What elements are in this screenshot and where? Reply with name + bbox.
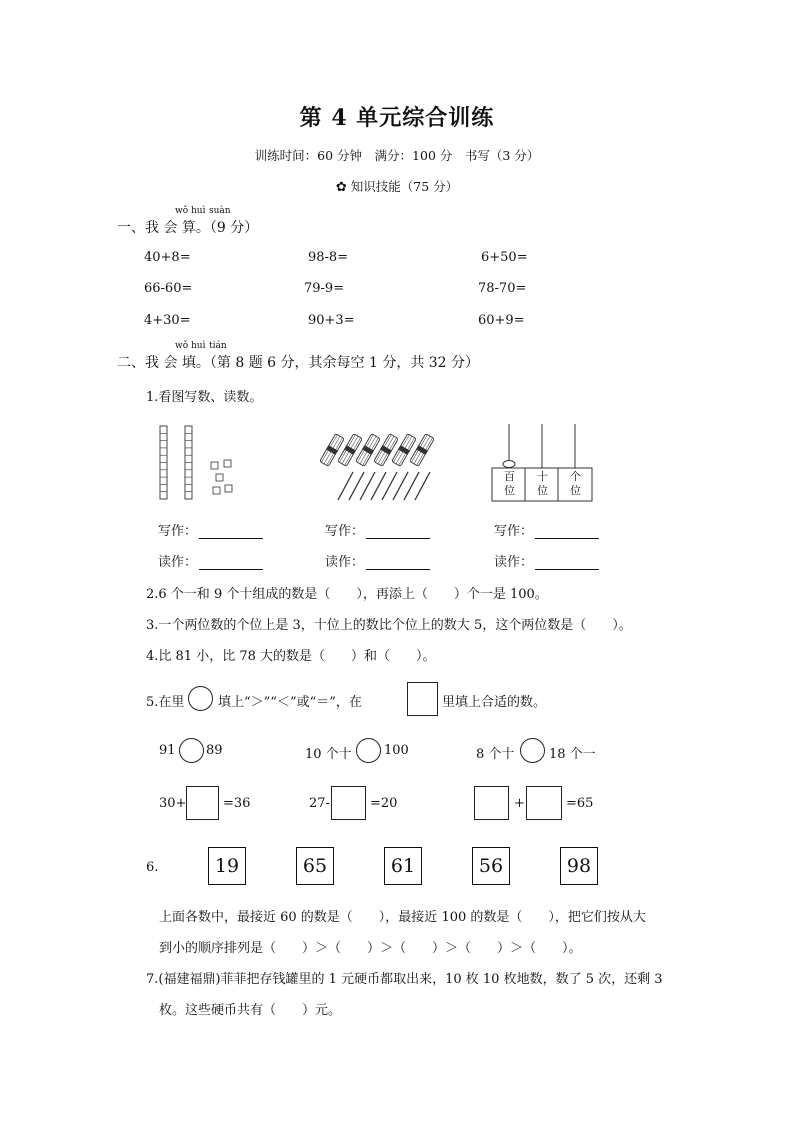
section1-score: 。（9 分） (195, 220, 259, 236)
problem-2-2: 79-9= (304, 281, 345, 296)
q2-text: 2.6 个一和 9 个十组成的数是（ ），再添上（ ）个一是 100。 (146, 587, 548, 602)
section1-number: 一、 (117, 220, 145, 236)
circle-symbol-example (188, 686, 213, 711)
fill3-box-b[interactable] (526, 786, 562, 820)
read-answer-1[interactable]: 读作： (158, 551, 263, 570)
q1-text: 1.看图写数、读数。 (146, 390, 263, 405)
compare3-circle[interactable] (520, 738, 545, 763)
section2-score: 。（第 8 题 6 分，其余每空 1 分，共 32 分） (195, 355, 480, 371)
fill2-box[interactable] (331, 786, 366, 820)
fill1-box[interactable] (186, 786, 219, 820)
number-box-4: 56 (472, 847, 510, 885)
q7-line2: 枚。这些硬币共有（ ）元。 (159, 1003, 342, 1018)
skills-label: 知识技能（75 分） (350, 179, 459, 194)
problem-1-2: 98-8= (308, 250, 349, 265)
abacus-label-ones: 个 位 (570, 470, 581, 497)
fill1-right: =36 (223, 796, 251, 811)
pinyin-tian: tián (209, 341, 227, 351)
pinyin-wo-2: wǒ (175, 341, 189, 351)
q6-line1: 上面各数中，最接近 60 的数是（ ），最接近 100 的数是（ ），把它们按从大 (159, 910, 646, 925)
char-suan: 算 (181, 220, 196, 236)
fill1-left: 30+ (159, 796, 187, 811)
flower-icon: ✿ (335, 180, 347, 195)
stick-bundles-figure (322, 432, 452, 504)
q6-line2: 到小的顺序排列是（ ）＞（ ）＞（ ）＞（ ）＞（ ）。 (159, 941, 582, 956)
ten-rods-cubes-figure (158, 424, 238, 502)
pinyin-suan: suàn (209, 206, 231, 216)
number-box-5: 98 (560, 847, 598, 885)
pinyin-wo: wǒ (175, 206, 189, 216)
exam-meta: 训练时间：60 分钟 满分：100 分 书写（3 分） (254, 148, 540, 163)
skills-heading (0, 177, 794, 195)
write-answer-2[interactable]: 写作： (325, 520, 430, 539)
fill3-box-a[interactable] (474, 786, 509, 820)
problem-1-1: 40+8= (144, 250, 191, 265)
problem-3-3: 60+9= (478, 313, 525, 328)
problem-2-3: 78-70= (478, 281, 527, 296)
compare2-right: 100 (384, 743, 409, 758)
compare2-left: 10 个十 (305, 747, 352, 762)
section1-heading (117, 206, 259, 237)
compare2-circle[interactable] (356, 738, 381, 763)
abacus-bead (503, 461, 515, 468)
pinyin-hui-2: huì (191, 341, 206, 351)
section2-heading (117, 341, 480, 372)
compare1-right: 89 (206, 743, 223, 758)
problem-1-3: 6+50= (481, 250, 528, 265)
write-answer-3[interactable]: 写作： (494, 520, 599, 539)
abacus-label-tens: 十 位 (537, 470, 548, 497)
q4-text: 4.比 81 小，比 78 大的数是（ ）和（ ）。 (146, 649, 436, 664)
char-wo-2: 我 (145, 355, 159, 371)
pinyin-hui: huì (191, 206, 206, 216)
fill2-left: 27- (309, 796, 330, 811)
q5-prefix: 5.在里 (146, 695, 185, 710)
number-box-3: 61 (384, 847, 422, 885)
q5-suffix: 里填上合适的数。 (442, 695, 547, 710)
fill2-right: =20 (370, 796, 398, 811)
problem-3-1: 4+30= (144, 313, 191, 328)
page-title: 第 4 单元综合训练 (299, 105, 495, 131)
char-hui: 会 (163, 220, 178, 236)
char-wo: 我 (145, 220, 159, 236)
q6-label: 6. (146, 860, 159, 875)
compare1-left: 91 (159, 743, 176, 758)
fill3-right: =65 (566, 796, 594, 811)
q3-text: 3.一个两位数的个位上是 3，十位上的数比个位上的数大 5，这个两位数是（ ）。 (146, 618, 632, 633)
section2-number: 二、 (117, 355, 145, 371)
number-box-2: 65 (296, 847, 334, 885)
abacus-label-hundreds: 百 位 (504, 470, 515, 497)
write-answer-1[interactable]: 写作： (158, 520, 263, 539)
read-answer-3[interactable]: 读作： (494, 551, 599, 570)
char-tian: 填 (181, 355, 196, 371)
q7-line1: 7.(福建福鼎)菲菲把存钱罐里的 1 元硬币都取出来，10 枚 10 枚地数，数了 5 次，还剩 3 (146, 972, 663, 987)
number-box-1: 19 (208, 847, 246, 885)
compare3-right: 18 个一 (549, 747, 596, 762)
square-symbol-example (407, 682, 438, 716)
compare3-left: 8 个十 (476, 747, 515, 762)
fill3-operator: + (514, 796, 525, 811)
compare1-circle[interactable] (179, 738, 204, 763)
q5-middle: 填上“＞”“＜”或“＝”，在 (218, 695, 362, 710)
problem-2-1: 66-60= (144, 281, 193, 296)
problem-3-2: 90+3= (308, 313, 355, 328)
read-answer-2[interactable]: 读作： (325, 551, 430, 570)
char-hui-2: 会 (163, 355, 178, 371)
